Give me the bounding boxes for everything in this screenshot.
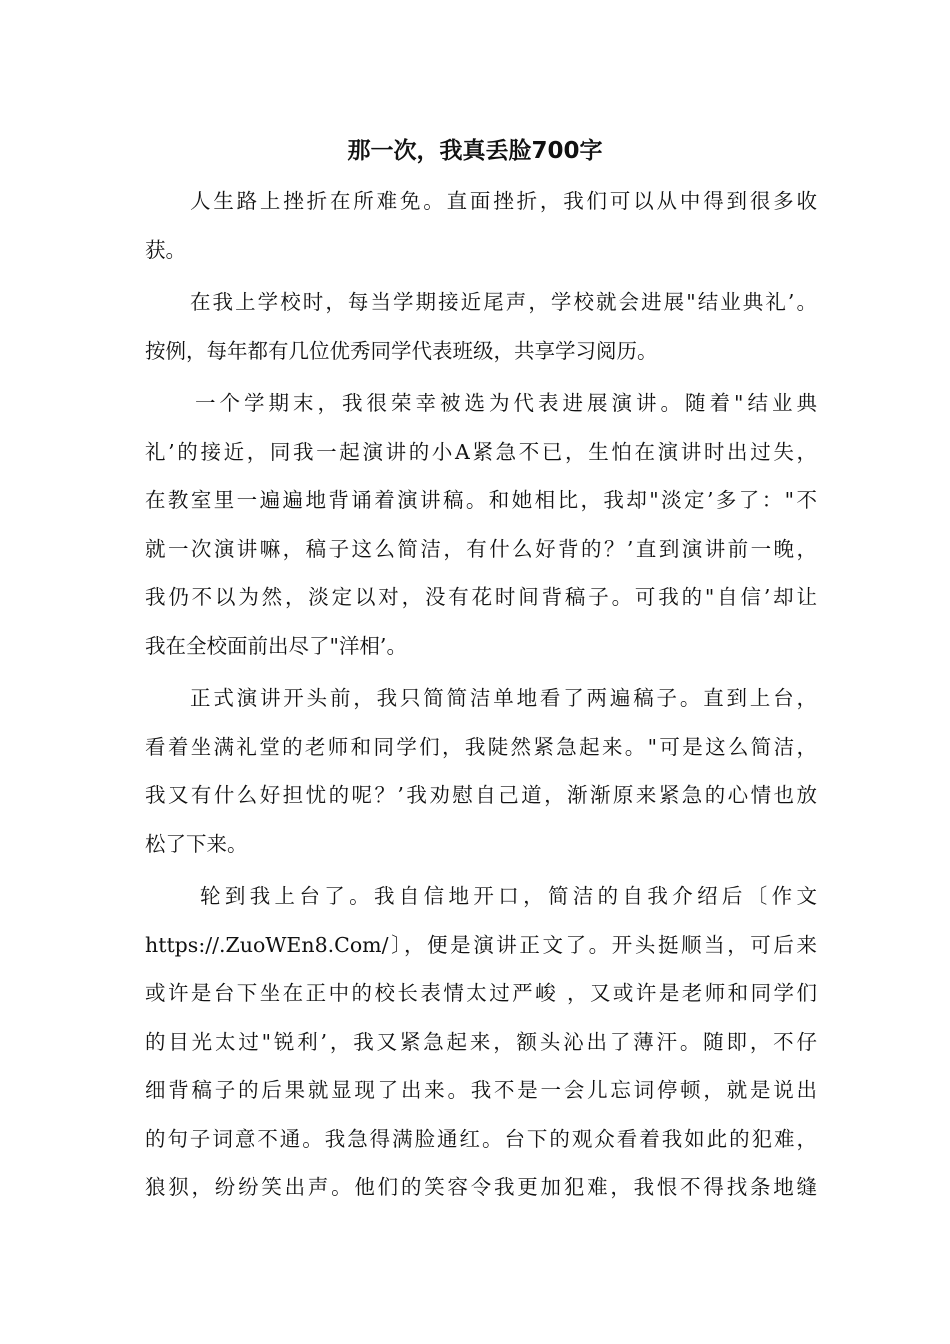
paragraph-4 <box>145 674 817 868</box>
paragraph-line: 的句子词意不通。我急得满脸通红。台下的观众看着我如此的犯难， <box>145 1126 817 1151</box>
paragraph-line: 正式演讲开头前，我只简简洁单地看了两遍稿子。直到上台， <box>190 686 817 710</box>
paragraph-line: 的目光太过"锐利’，我又紧急起来，额头沁出了薄汗。随即，不仔 <box>145 1029 817 1054</box>
paragraph-line: 松了下来。 <box>145 831 248 856</box>
paragraph-line: 狼狈，纷纷笑出声。他们的笑容令我更加犯难，我恨不得找条地缝 <box>145 1175 817 1199</box>
paragraph-line: 看着坐满礼堂的老师和同学们，我陡然紧急起来。"可是这么简洁， <box>145 734 817 759</box>
paragraph-line: 或许是台下坐在正中的校长表情太过严峻 ，又或许是老师和同学们 <box>145 981 817 1005</box>
paragraph-line: 我仍不以为然，淡定以对，没有花时间背稿子。可我的"自信’却让 <box>145 585 817 609</box>
paragraph-3 <box>145 379 817 670</box>
paragraph-line: https://.ZuoWEn8.Com/〕，便是演讲正文了。开头挺顺当，可后来 <box>145 932 817 957</box>
document-title: 那一次，我真丢脸700字 <box>347 138 603 164</box>
paragraph-2 <box>145 278 817 375</box>
paragraph-line: 一个学期末，我很荣幸被选为代表进展演讲。随着"结业典 <box>195 391 817 415</box>
paragraph-line: 按例，每年都有几位优秀同学代表班级，共享学习阅历。 <box>145 338 658 363</box>
paragraph-line: 获。 <box>145 237 186 262</box>
paragraph-line: 在教室里一遍遍地背诵着演讲稿。和她相比，我却"淡定’多了："不 <box>145 488 817 512</box>
paragraph-line: 在我上学校时，每当学期接近尾声，学校就会进展"结业典礼’。 <box>190 290 817 314</box>
paragraph-line: 轮到我上台了。我自信地开口，简洁的自我介绍后〔作文 <box>200 884 817 908</box>
paragraph-line: 就一次演讲嘛，稿子这么简洁，有什么好背的？’直到演讲前一晚， <box>145 536 817 561</box>
document-body <box>145 177 817 1212</box>
paragraph-5 <box>145 872 817 1212</box>
paragraph-line: 我又有什么好担忧的呢？’我劝慰自己道，渐渐原来紧急的心情也放 <box>145 783 817 807</box>
paragraph-1 <box>145 177 817 274</box>
paragraph-line: 细背稿子的后果就显现了出来。我不是一会儿忘词停顿，就是说出 <box>145 1078 817 1102</box>
paragraph-line: 我在全校面前出尽了"洋相’。 <box>145 633 407 658</box>
paragraph-line: 礼’的接近，同我一起演讲的小A紧急不已，生怕在演讲时出过失， <box>145 439 817 464</box>
paragraph-line: 人生路上挫折在所难免。直面挫折，我们可以从中得到很多收 <box>190 189 817 213</box>
